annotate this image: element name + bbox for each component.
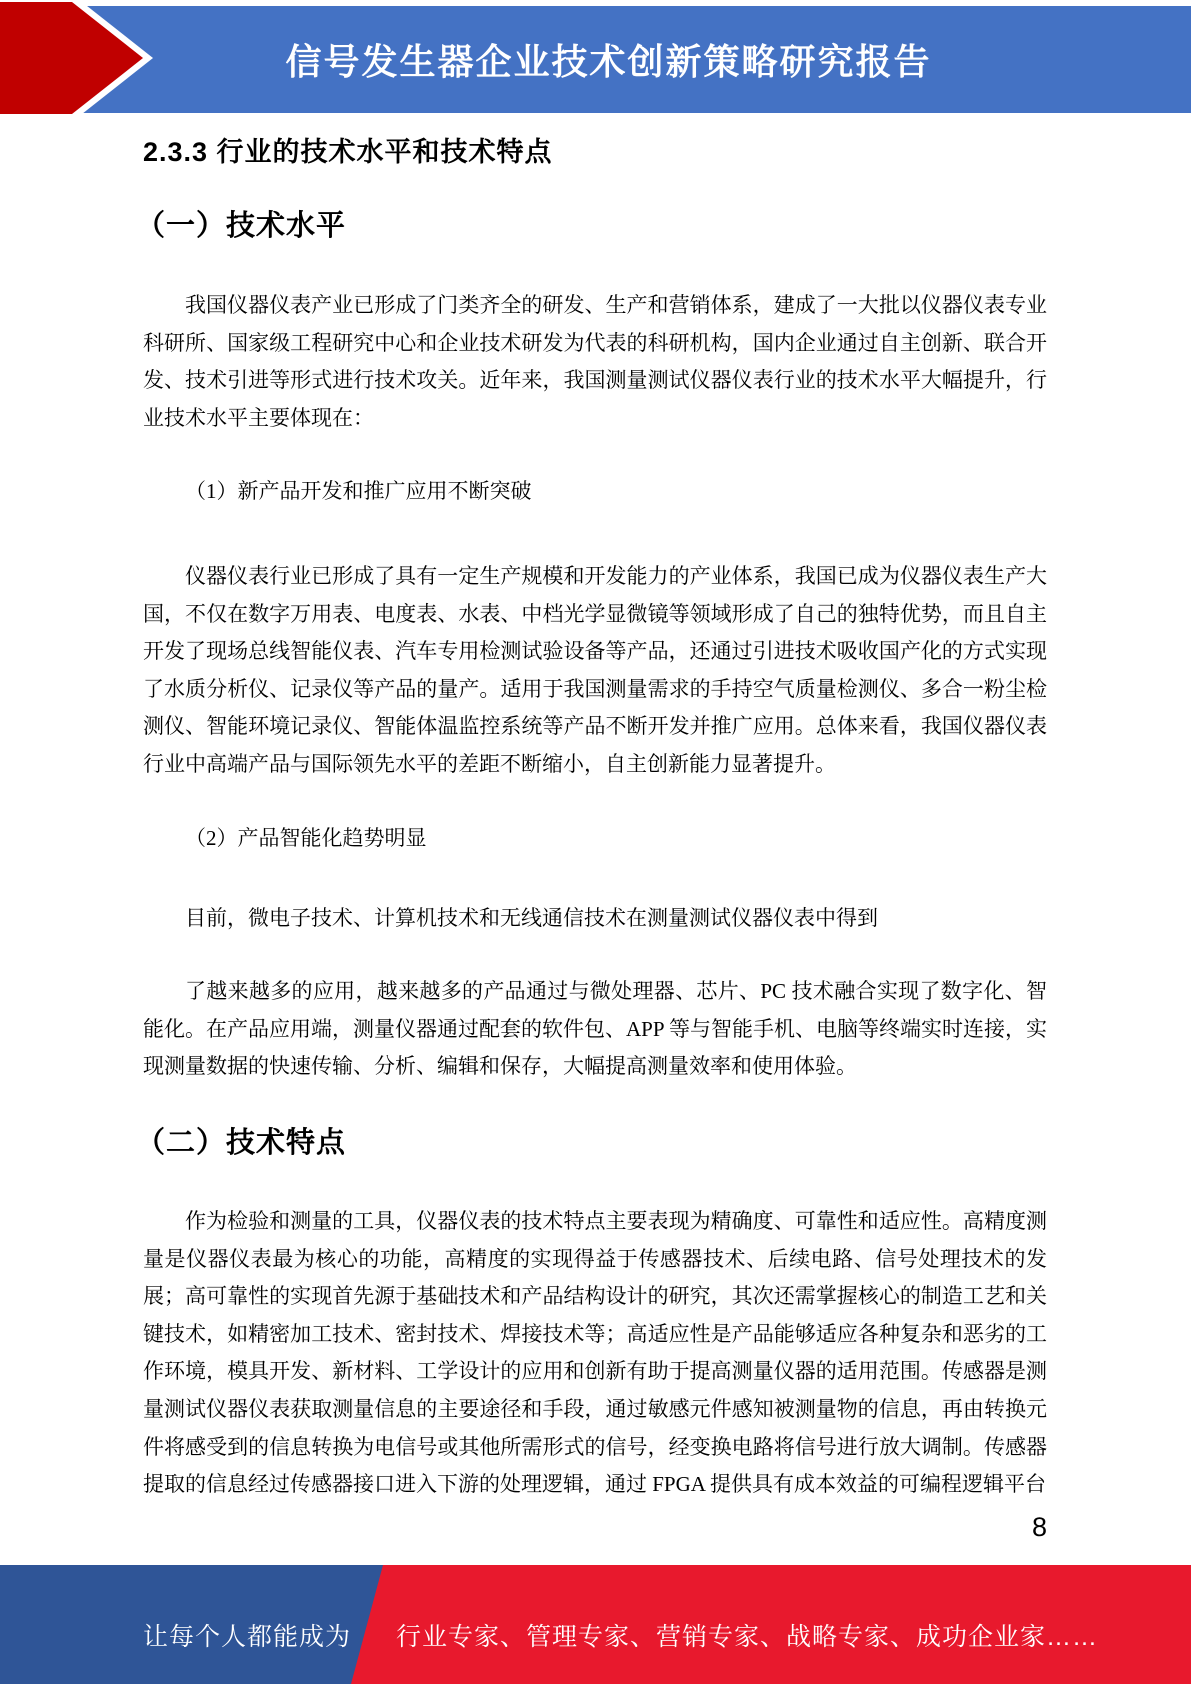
paragraph-4: 了越来越多的应用，越来越多的产品通过与微处理器、芯片、PC 技术融合实现了数字化、智能化。在产品应用端，测量仪器通过配套的软件包、APP 等与智能手机、电脑等终端实时连接，实现测量数据的快速传输、分析、编辑和保存，大幅提高测量效率和使用体验。 (143, 979, 1047, 1079)
paragraph-1: 我国仪器仪表产业已形成了门类齐全的研发、生产和营销体系，建成了一大批以仪器仪表专业科研所、国家级工程研究中心和企业技术研发为代表的科研机构，国内企业通过自主创新、联合开发、技术引进等形式进行技术攻关。近年来，我国测量测试仪器仪表行业的技术水平大幅提升，行业技术水平主要体现在： (143, 293, 1047, 430)
section-heading: 2.3.3 行业的技术水平和技术特点 (143, 137, 553, 167)
footer-slogan-left: 让每个人都能成为 (143, 1623, 352, 1651)
red-chevron-icon (0, 2, 170, 114)
list-item-2-heading: （2）产品智能化趋势明显 (185, 826, 427, 850)
paragraph-3-line: 目前，微电子技术、计算机技术和无线通信技术在测量测试仪器仪表中得到 (185, 906, 878, 930)
footer-slogan-right: 行业专家、管理专家、营销专家、战略专家、成功企业家…… (396, 1623, 1099, 1651)
footer-bar (0, 1565, 1191, 1684)
paragraph-5: 作为检验和测量的工具，仪器仪表的技术特点主要表现为精确度、可靠性和适应性。高精度测量是仪器仪表最为核心的功能，高精度的实现得益于传感器技术、后续电路、信号处理技术的发展；高可靠性的实现首先源于基础技术和产品结构设计的研究，其次还需掌握核心的制造工艺和关键技术，如精密加工技术、密封技术、焊接技术等；高适应性是产品能够适应各种复杂和恶劣的工作环境，模具开发、新材料、工学设计的应用和创新有助于提高测量仪器的适用范围。传感器是测量测试仪器仪表获取测量信息的主要途径和手段，通过敏感元件感知被测量物的信息，再由转换元件将感受到的信息转换为电信号或其他所需形式的信号，经变换电路将信号进行放大调制。传感器提取的信息经过传感器接口进入下游的处理逻辑，通过 FPGA 提供具有成本效益的可编程逻辑平台 (143, 1209, 1047, 1497)
list-item-1-heading: （1）新产品开发和推广应用不断突破 (185, 479, 532, 503)
paragraph-2: 仪器仪表行业已形成了具有一定生产规模和开发能力的产业体系，我国已成为仪器仪表生产大国，不仅在数字万用表、电度表、水表、中档光学显微镜等领域形成了自己的独特优势，而且自主开发了现场总线智能仪表、汽车专用检测试验设备等产品，还通过引进技术吸收国产化的方式实现了水质分析仪、记录仪等产品的量产。适用于我国测量需求的手持空气质量检测仪、多合一粉尘检测仪、智能环境记录仪、智能体温监控系统等产品不断开发并推广应用。总体来看，我国仪器仪表行业中高端产品与国际领先水平的差距不断缩小，自主创新能力显著提升。 (143, 564, 1047, 776)
subsection-2-heading: （二）技术特点 (136, 1127, 347, 1159)
subsection-1-heading: （一）技术水平 (136, 210, 347, 242)
report-title: 信号发生器企业技术创新策略研究报告 (285, 41, 932, 82)
page-number: 8 (1031, 1512, 1047, 1542)
